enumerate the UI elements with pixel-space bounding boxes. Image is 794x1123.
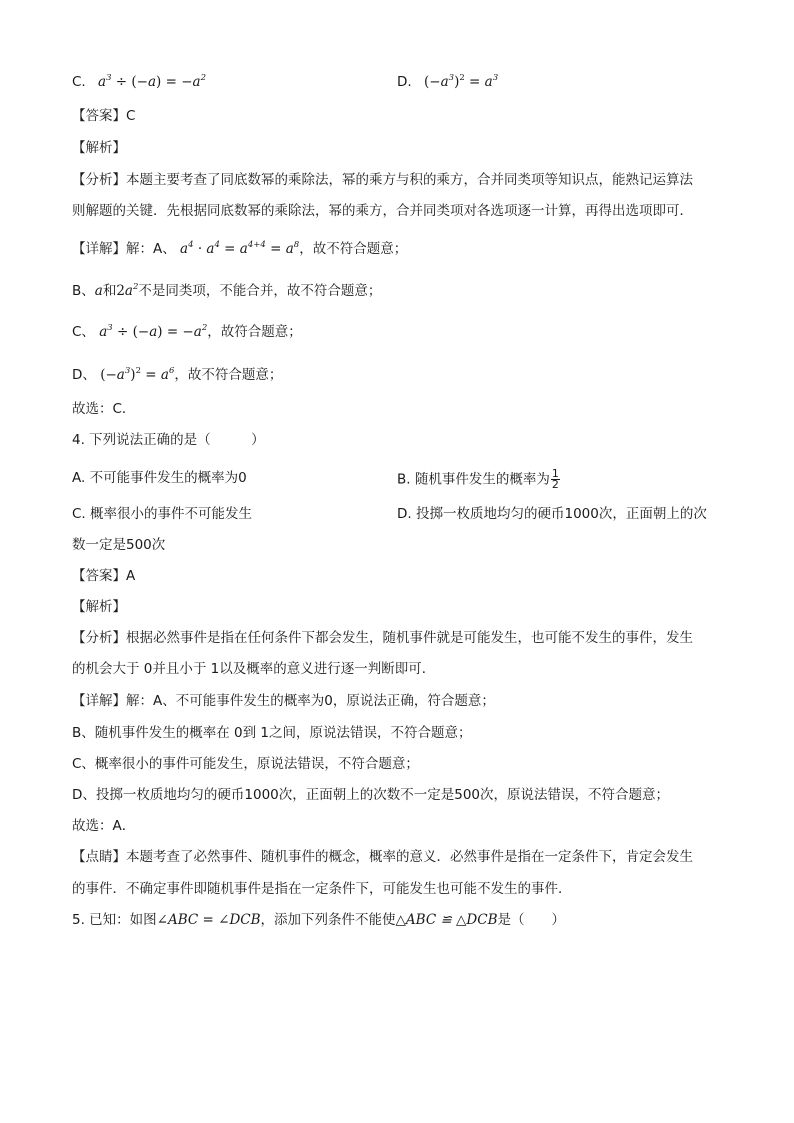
xiangjie-tag: 【详解】 [72,241,126,257]
option-text: B. 随机事件发生的概率为 [397,471,550,488]
q3-answer [72,107,135,125]
fenxi-tag: 【分析】 [72,172,126,188]
option-text: C. 概率很小的事件不可能发生 [72,506,253,522]
q3-option-c: C. $a^3 \div (-a) = -a^2$ [72,73,207,90]
q4-option-b [397,469,561,490]
option-label: C. [72,74,86,90]
q4-xiangjie-d [72,786,669,804]
question-stem: 4. 下列说法正确的是（ ） [72,432,265,448]
q4-fenxi-line1 [72,629,693,647]
q4-option-d-cont [72,536,165,554]
q4-answer [72,567,135,585]
q4-stem [72,431,265,449]
option-label: D. [397,74,412,90]
q4-xiangjie-b [72,724,472,742]
xiangjie-text: D、投掷一枚质地均匀的硬币1000次，正面朝上的次数不一定是500次，原说法错误，不符合题意； [72,787,670,803]
q3-analysis-heading [72,139,126,157]
fenxi-text: 本题主要考查了同底数幂的乘除法，幂的乘方与积的乘方，合并同类项等知识点，能熟记运算法 [126,172,693,188]
conclusion-text: 故选：C． [72,401,136,417]
q3-xiangjie-a: 【详解】解：A、 $a^4 \cdot a^4 = a^{4+4} = a^8$，故不符合题意； [72,240,408,257]
q4-fenxi-line2 [72,660,435,678]
xiangjie-text: ，故符合题意； [207,324,302,340]
q4-xiangjie-a [72,692,495,710]
xiangjie-text: ，故不符合题意； [299,241,408,257]
q3-xiangjie-d: D、 $(-a^3)^2 = a^6$，故不符合题意； [72,366,283,383]
question-stem: 5. 已知：如图 [72,912,157,928]
q3-xiangjie-c: C、 $a^3 \div (-a) = -a^2$，故符合题意； [72,323,302,340]
q5-stem [72,911,565,929]
q4-option-d [397,505,707,523]
analysis-tag: 【解析】 [72,599,126,615]
fenxi-tag: 【分析】 [72,630,126,646]
q4-dianjing-line1 [72,848,693,866]
option-text: A. 不可能事件发生的概率为0 [72,470,247,486]
q3-xiangjie-b: B、a和$2a^2$不是同类项，不能合并，故不符合题意； [72,282,382,299]
q4-option-a [72,469,247,487]
q4-analysis-heading [72,598,126,616]
fenxi-text: 则解题的关键．先根据同底数幂的乘除法，幂的乘方，合并同类项对各选项逐一计算，再得出选项即可． [72,203,693,219]
xiangjie-text: D、 [72,367,96,383]
fraction [551,469,560,490]
answer-tag: 【答案】 [72,108,126,124]
math-expression: △ABC ≌ △DCB [395,912,498,928]
xiangjie-text: B、随机事件发生的概率在 0到 1之间，原说法错误，不符合题意； [72,725,472,741]
fenxi-text: 根据必然事件是指在任何条件下都会发生，随机事件就是可能发生，也可能不发生的事件，发生 [126,630,693,646]
answer-tag: 【答案】 [72,568,126,584]
fenxi-text: 的机会大于 0并且小于 1以及概率的意义进行逐一判断即可． [72,661,436,677]
option-text: D. 投掷一枚质地均匀的硬币1000次，正面朝上的次 [397,506,707,522]
xiangjie-text: 解：A、不可能事件发生的概率为0，原说法正确，符合题意； [126,693,495,709]
fraction-denominator: 2 [551,478,559,491]
dianjing-text: 本题考查了必然事件、随机事件的概念，概率的意义．必然事件是指在一定条件下，肯定会发生 [126,849,693,865]
xiangjie-text: 不是同类项，不能合并，故不符合题意； [138,283,382,299]
xiangjie-text: B、 [72,283,95,299]
answer-value: A [126,568,136,584]
q3-conclusion [72,400,135,418]
xiangjie-text: 和 [102,283,117,299]
xiangjie-text: ，故不符合题意； [174,367,283,383]
dianjing-tag: 【点睛】 [72,849,126,865]
conclusion-text: 故选：A． [72,818,136,834]
q3-fenxi-line1 [72,171,693,189]
xiangjie-text: 解：A、 [126,241,176,257]
question-stem: ，添加下列条件不能使 [260,912,396,928]
analysis-tag: 【解析】 [72,140,126,156]
q4-dianjing-line2 [72,880,572,898]
answer-value: C [126,108,136,124]
q4-xiangjie-c [72,755,419,773]
option-text: 数一定是500次 [72,537,166,553]
xiangjie-tag: 【详解】 [72,693,126,709]
xiangjie-text: C、 [72,324,95,340]
q3-fenxi-line2 [72,202,693,220]
q4-conclusion [72,817,135,835]
xiangjie-text: C、概率很小的事件可能发生，原说法错误，不符合题意； [72,756,419,772]
dianjing-text: 的事件．不确定事件即随机事件是指在一定条件下，可能发生也可能不发生的事件． [72,881,572,897]
q3-option-d: D. $(-a^3)^2 = a^3$ [397,73,499,90]
math-expression: ∠ABC = ∠DCB [156,912,261,928]
question-stem: 是（ ） [497,912,565,928]
fraction-numerator: 1 [551,467,559,480]
q4-option-c [72,505,252,523]
